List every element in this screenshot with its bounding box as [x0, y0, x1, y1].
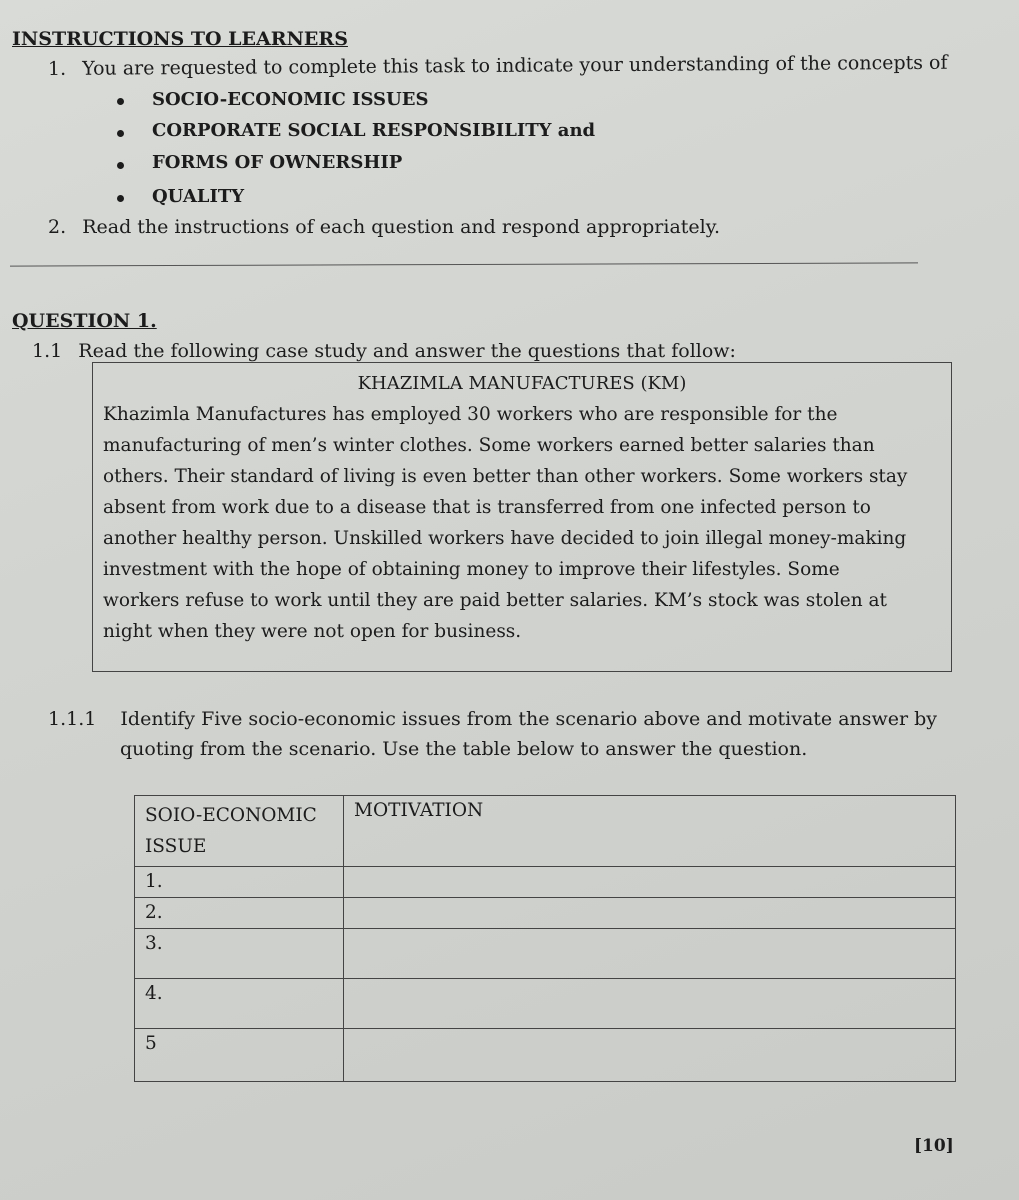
- instruction-number: 2.: [48, 216, 67, 238]
- motivation-cell[interactable]: [344, 1029, 956, 1082]
- concept-item: QUALITY: [152, 186, 245, 207]
- case-study-line: Khazimla Manufactures has employed 30 workers who are responsible for the: [103, 404, 838, 425]
- instruction-item-1: [48, 52, 948, 80]
- instruction-text: You are requested to complete this task to indicate your understanding of the concepts of: [82, 51, 948, 80]
- table-row: [135, 1029, 956, 1082]
- question-text-continued: quoting from the scenario. Use the table below to answer the question.: [120, 738, 808, 760]
- question-text: Identify Five socio-economic issues from the scenario above and motivate answer by: [120, 708, 938, 730]
- motivation-cell[interactable]: [344, 867, 956, 898]
- motivation-cell[interactable]: [344, 898, 956, 929]
- bullet-icon: [117, 195, 124, 202]
- case-study-box: [92, 362, 952, 672]
- issue-cell[interactable]: 2.: [135, 898, 344, 929]
- answer-table: [134, 795, 956, 1082]
- case-study-line: night when they were not open for business.: [103, 621, 522, 642]
- table-row: [135, 898, 956, 929]
- bullet-icon: [117, 162, 124, 169]
- case-study-body: [103, 399, 948, 647]
- case-study-line: others. Their standard of living is even better than other workers. Some workers stay: [103, 466, 908, 487]
- concept-item: CORPORATE SOCIAL RESPONSIBILITY and: [152, 120, 596, 141]
- motivation-cell[interactable]: [344, 929, 956, 979]
- bullet-icon: [117, 98, 124, 105]
- issue-cell[interactable]: 5: [135, 1029, 344, 1082]
- case-study-line: workers refuse to work until they are paid better salaries. KM’s stock was stolen at: [103, 590, 887, 611]
- case-study-line: investment with the hope of obtaining money to improve their lifestyles. Some: [103, 559, 840, 580]
- table-row: [135, 979, 956, 1029]
- header-motivation: MOTIVATION: [344, 796, 956, 867]
- question-1-1: [32, 340, 736, 362]
- table-header-row: [135, 796, 956, 867]
- case-study-line: absent from work due to a disease that is transferred from one infected person to: [103, 497, 871, 518]
- motivation-cell[interactable]: [344, 979, 956, 1029]
- issue-cell[interactable]: 1.: [135, 867, 344, 898]
- concept-item: SOCIO-ECONOMIC ISSUES: [152, 89, 429, 110]
- case-study-title: KHAZIMLA MANUFACTURES (KM): [357, 373, 687, 394]
- case-study-line: manufacturing of men’s winter clothes. Some workers earned better salaries than: [103, 435, 875, 456]
- bullet-icon: [117, 130, 124, 137]
- marks-total: [10]: [914, 1136, 954, 1156]
- table-row: [135, 867, 956, 898]
- question-text: Read the following case study and answer the questions that follow:: [78, 340, 736, 362]
- instruction-item-2: [48, 216, 720, 238]
- question-number: 1.1.1: [48, 708, 97, 730]
- issue-cell[interactable]: 4.: [135, 979, 344, 1029]
- case-study-line: another healthy person. Unskilled workers have decided to join illegal money-making: [103, 528, 907, 549]
- instructions-heading: INSTRUCTIONS TO LEARNERS: [12, 28, 348, 50]
- question-1-1-1: [48, 708, 937, 730]
- header-issue-line: SOIO-ECONOMIC: [145, 805, 317, 826]
- table-row: [135, 929, 956, 979]
- instruction-text: Read the instructions of each question and respond appropriately.: [82, 216, 720, 238]
- issue-cell[interactable]: 3.: [135, 929, 344, 979]
- question-1-heading: QUESTION 1.: [12, 310, 157, 332]
- header-issue-line: ISSUE: [145, 836, 207, 857]
- concept-item: FORMS OF OWNERSHIP: [152, 152, 403, 173]
- section-divider: [10, 262, 918, 266]
- instruction-number: 1.: [47, 57, 67, 80]
- header-issue: [135, 796, 344, 867]
- question-number: 1.1: [32, 340, 63, 362]
